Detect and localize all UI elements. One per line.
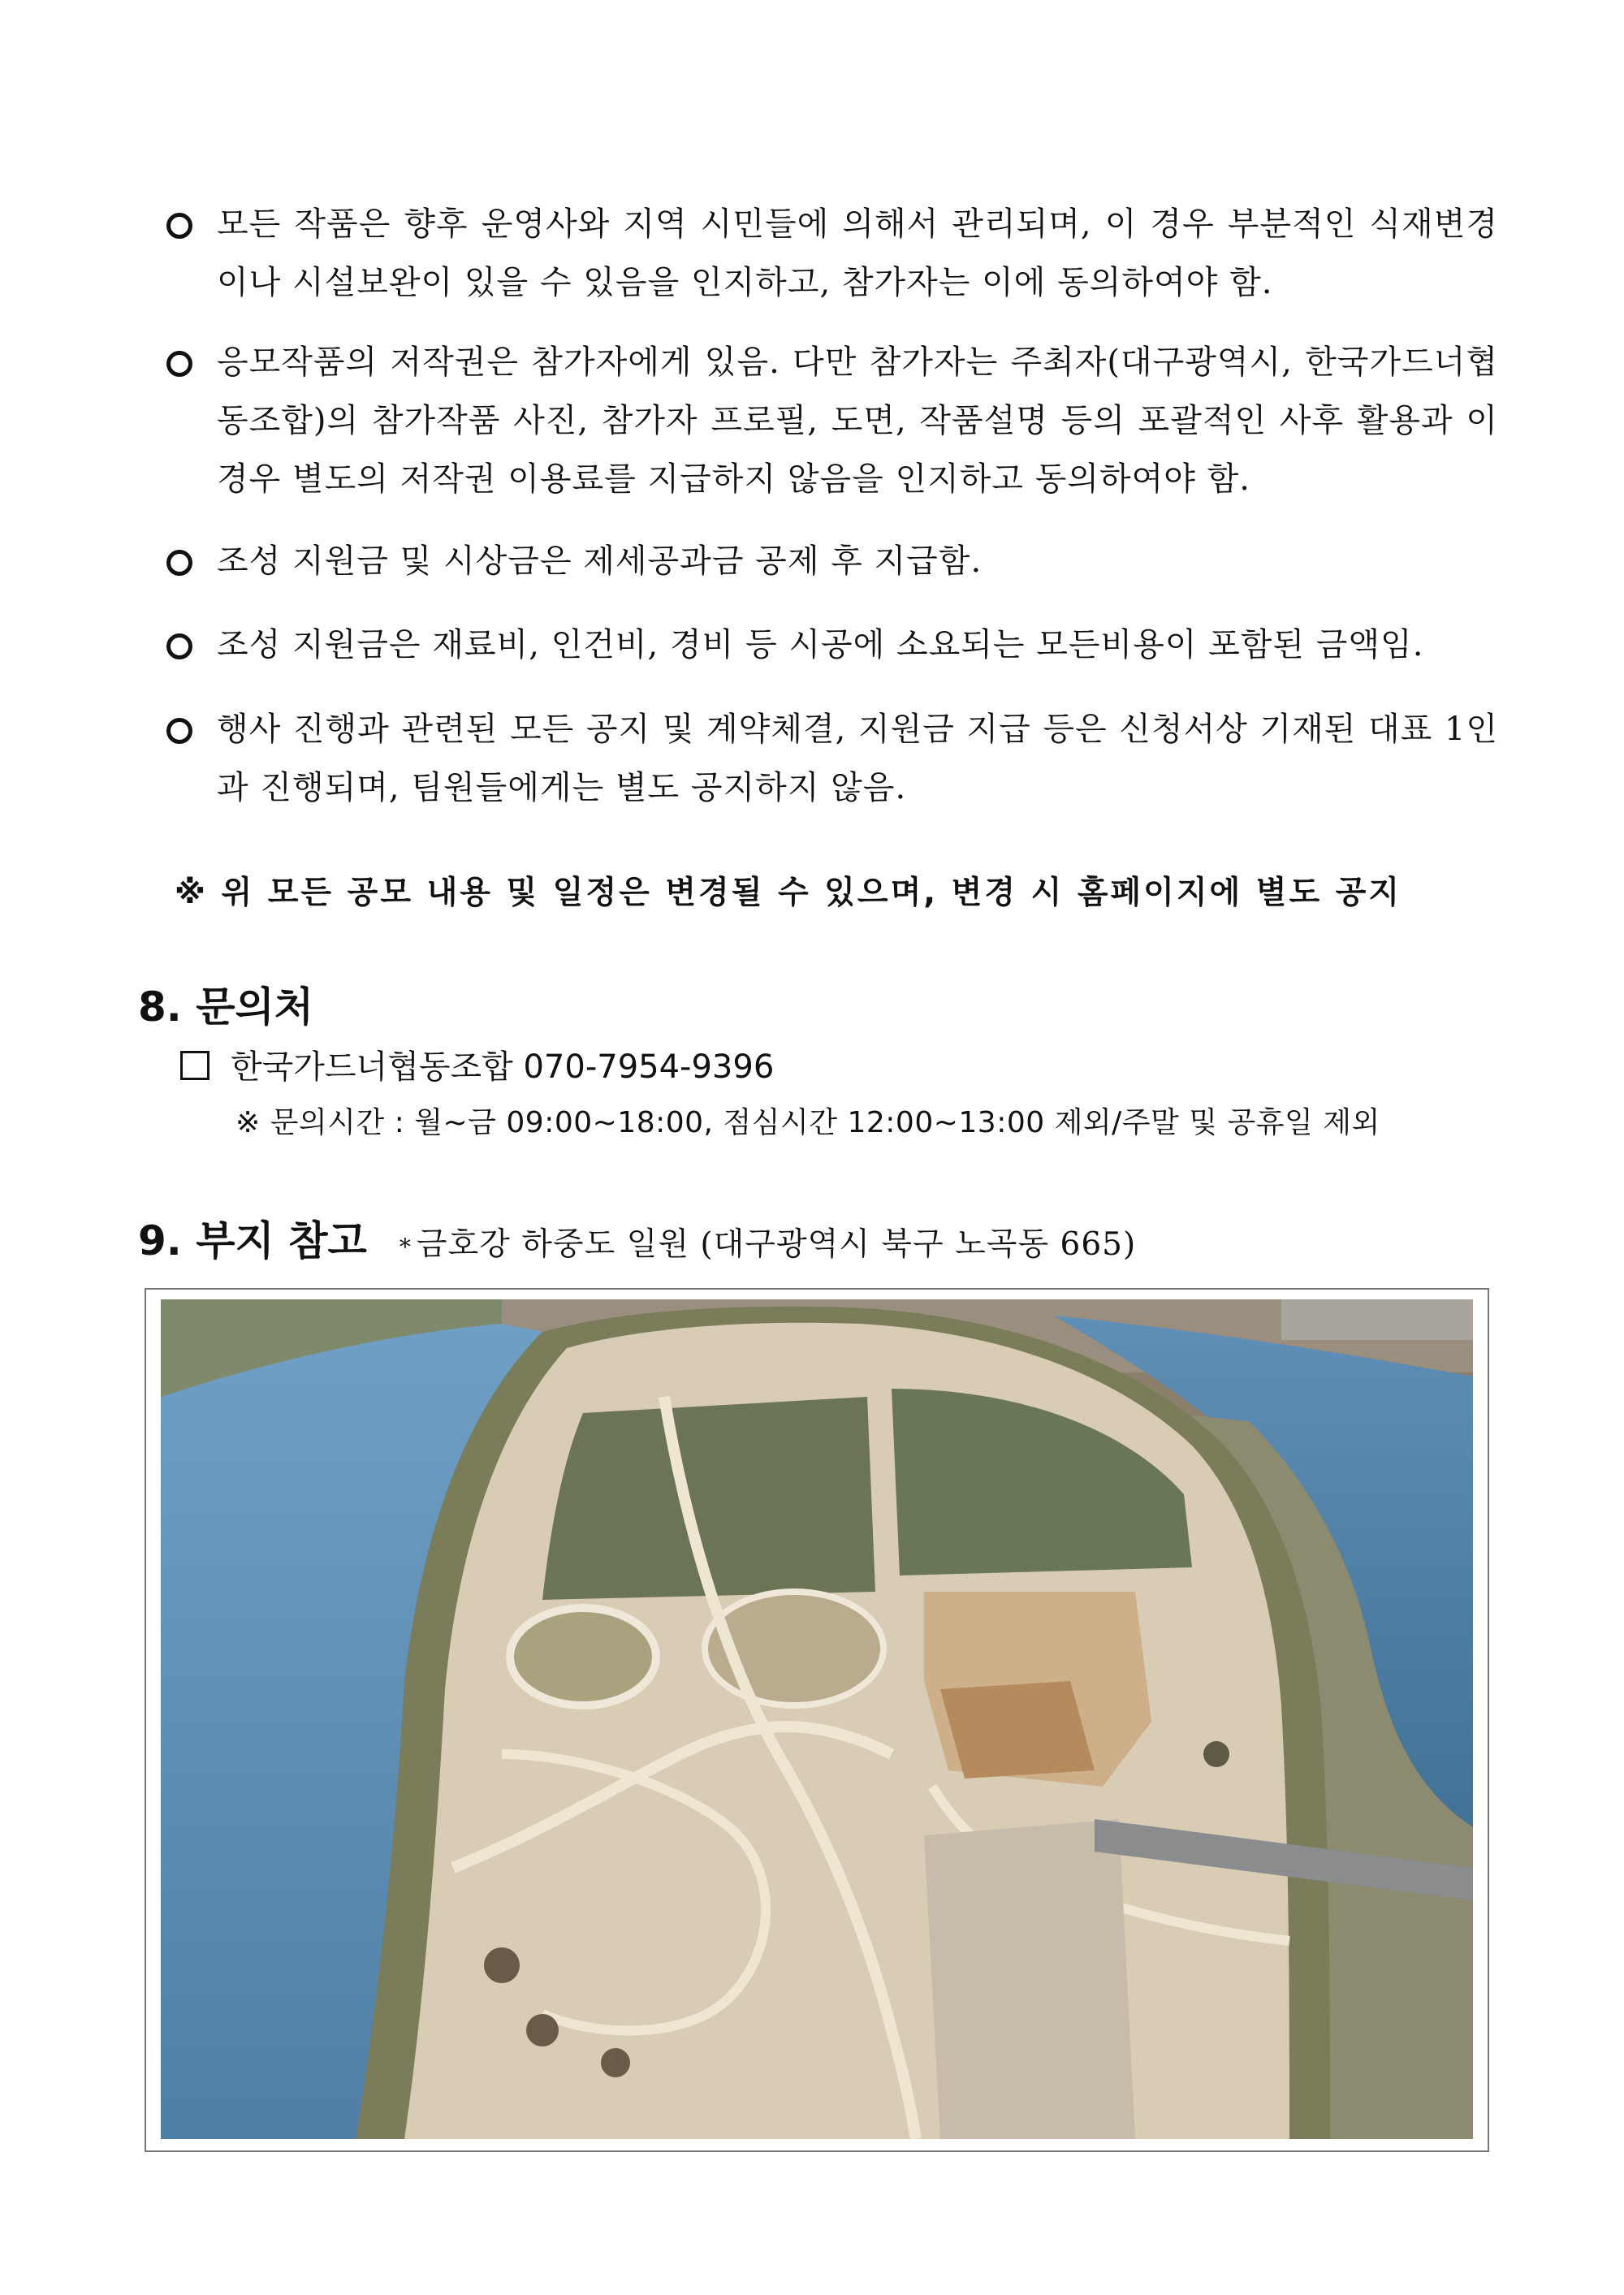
contact-line bbox=[180, 1041, 774, 1087]
site-location bbox=[400, 1226, 1136, 1263]
parking-lot bbox=[924, 1819, 1135, 2139]
bullet-text: 모든 작품은 향후 운영사와 지역 시민들에 의해서 관리되며, 이 경우 부분적인 식재변경이나 시설보완이 있을 수 있음을 인지하고, 참가자는 이에 동의하여야 함. bbox=[217, 205, 1498, 301]
tree bbox=[484, 1947, 520, 1983]
circle-bullet-icon bbox=[166, 633, 192, 659]
bullet-item bbox=[166, 195, 1498, 312]
inquiry-hours: ※ 문의시간 : 월~금 09:00~18:00, 점심시간 12:00~13:00 제외/주말 및 공휴일 제외 bbox=[235, 1106, 1380, 1139]
bullet-text: 응모작품의 저작권은 참가자에게 있음. 다만 참가자는 주최자(대구광역시, 한국가드너협동조합)의 참가작품 사진, 참가자 프로필, 도면, 작품설명 등의 포괄적인 사후 활용과 이 경우 별도의 저작권 이용료를 지급하지 않음을 인지하고 동의하여야 함. bbox=[217, 344, 1498, 498]
circle-bullet-icon bbox=[166, 213, 192, 239]
tree bbox=[526, 2014, 559, 2046]
star-mark: * bbox=[399, 1233, 412, 1260]
highway bbox=[1281, 1299, 1473, 1340]
soil-pile bbox=[940, 1681, 1095, 1779]
circle-bullet-icon bbox=[166, 550, 192, 576]
bullet-text: 행사 진행과 관련된 모든 공지 및 계약체결, 지원금 지급 등은 신청서상 기재된 대표 1인과 진행되며, 팀원들에게는 별도 공지하지 않음. bbox=[217, 711, 1498, 806]
bullet-item bbox=[166, 700, 1498, 817]
bullet-item bbox=[166, 333, 1498, 508]
site-location-text: 금호강 하중도 일원 (대구광역시 북구 노곡동 665) bbox=[416, 1226, 1137, 1263]
bullet-item bbox=[166, 616, 1498, 674]
bullet-text: 조성 지원금 및 시상금은 제세공과금 공제 후 지급함. bbox=[217, 542, 983, 580]
bullet-text: 조성 지원금은 재료비, 인건비, 경비 등 시공에 소요되는 모든비용이 포함된 금액임. bbox=[217, 626, 1424, 663]
section-9-heading: 9. 부지 참고 bbox=[138, 1217, 367, 1264]
change-notice: ※ 위 모든 공모 내용 및 일정은 변경될 수 있으며, 변경 시 홈페이지에 별도 공지 bbox=[175, 875, 1402, 911]
circle-bullet-icon bbox=[166, 351, 192, 377]
section-9-title bbox=[138, 1208, 1136, 1267]
circular-garden bbox=[510, 1608, 656, 1705]
site-aerial-photo bbox=[161, 1299, 1473, 2139]
site-aerial-photo-frame bbox=[145, 1288, 1489, 2152]
contact-text: 한국가드너협동조합 070-7954-9396 bbox=[231, 1048, 775, 1086]
checkbox-icon bbox=[180, 1051, 209, 1080]
tree bbox=[1203, 1741, 1229, 1767]
circle-bullet-icon bbox=[166, 718, 192, 744]
section-8-title: 8. 문의처 bbox=[138, 983, 314, 1031]
tree bbox=[601, 2048, 630, 2077]
bullet-item bbox=[166, 532, 1498, 590]
